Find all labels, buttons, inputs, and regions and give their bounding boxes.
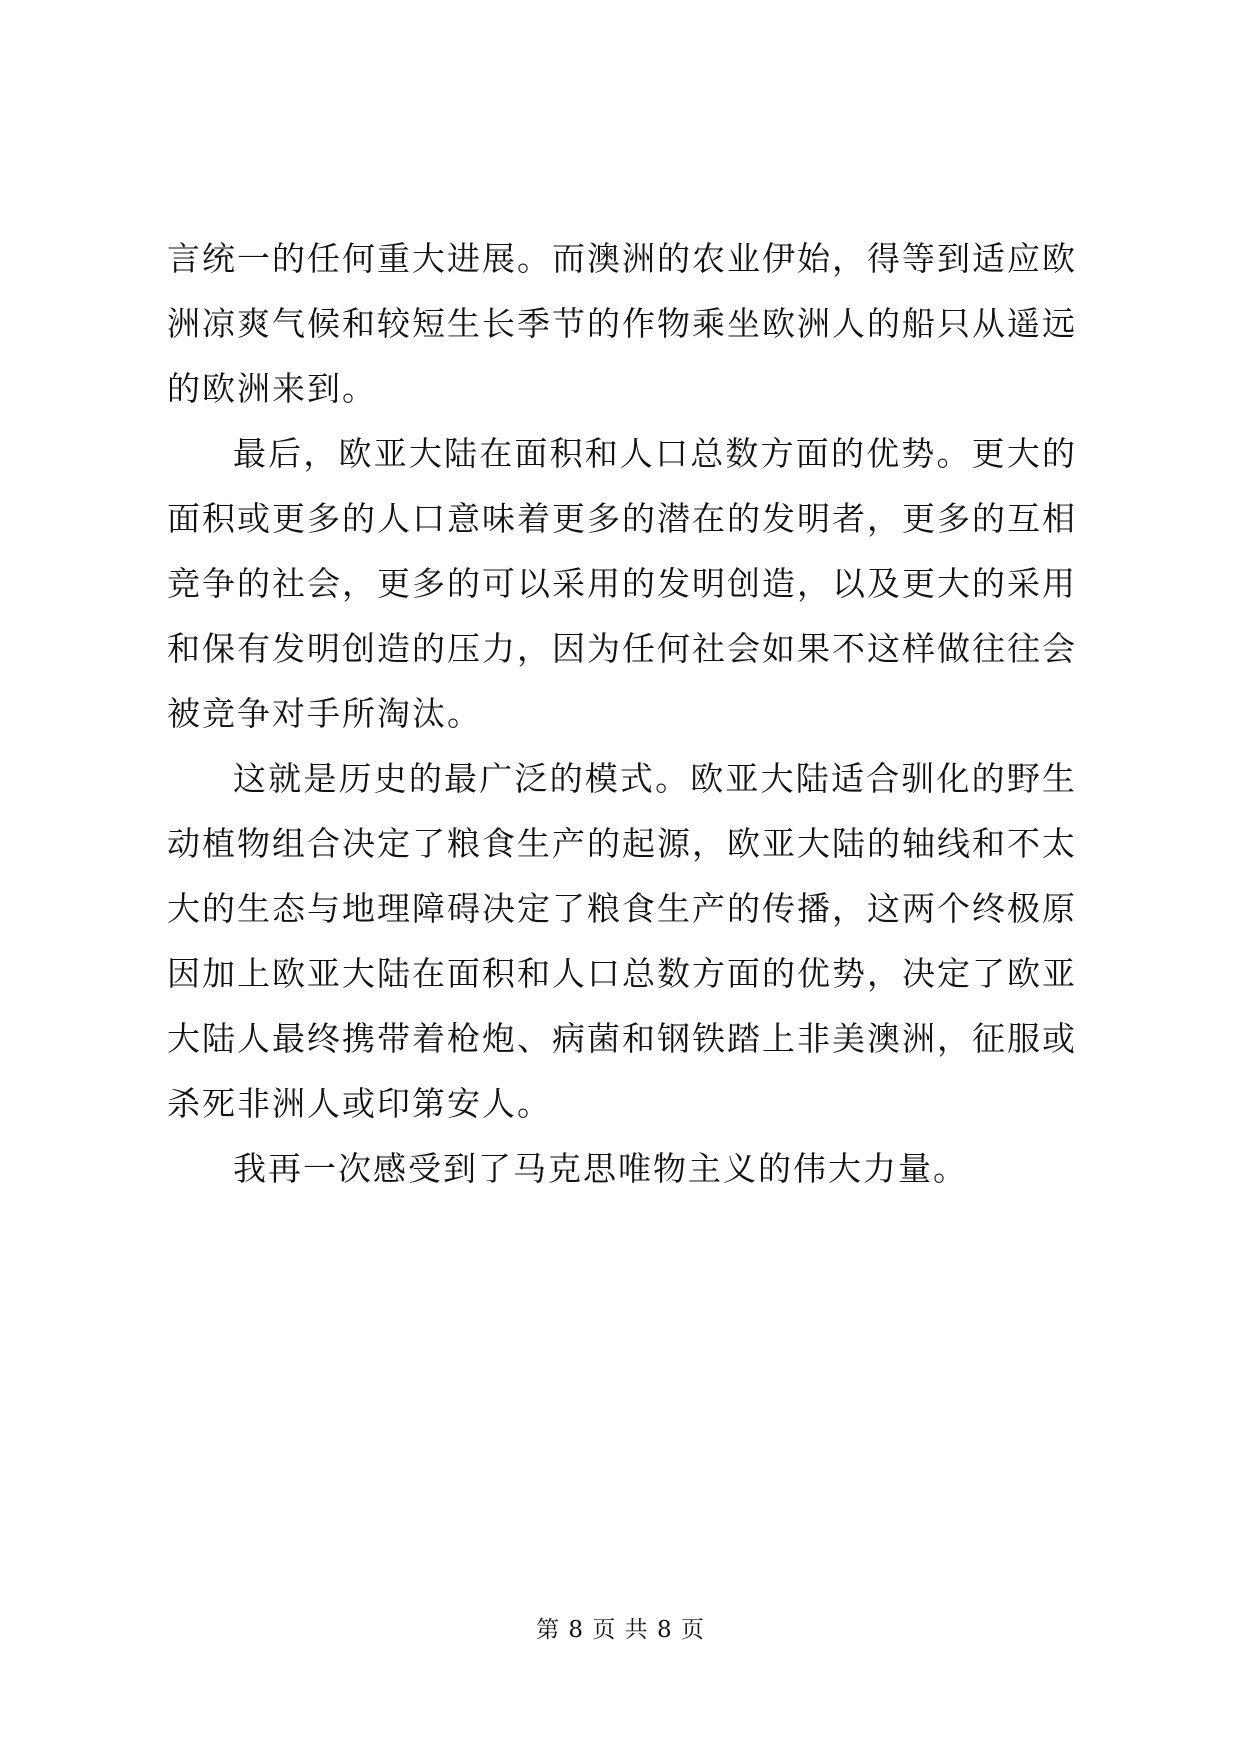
document-body — [167, 226, 1077, 1201]
paragraph-3: 这就是历史的最广泛的模式。欧亚大陆适合驯化的野生动植物组合决定了粮食生产的起源，欧亚大陆的轴线和不太大的生态与地理障碍决定了粮食生产的传播，这两个终极原因加上欧亚大陆在面积和人口总数方面的优势，决定了欧亚大陆人最终携带着枪炮、病菌和钢铁踏上非美澳洲，征服或杀死非洲人或印第安人。 — [167, 759, 1077, 1123]
paragraph-4: 我再一次感受到了马克思唯物主义的伟大力量。 — [233, 1149, 968, 1188]
page-number-footer: 第 8 页 共 8 页 — [536, 1617, 705, 1643]
paragraph-2: 最后，欧亚大陆在面积和人口总数方面的优势。更大的面积或更多的人口意味着更多的潜在的发明者，更多的互相竞争的社会，更多的可以采用的发明创造，以及更大的采用和保有发明创造的压力，因为任何社会如果不这样做往往会被竞争对手所淘汰。 — [167, 434, 1077, 733]
paragraph-1: 言统一的任何重大进展。而澳洲的农业伊始，得等到适应欧洲凉爽气候和较短生长季节的作物乘坐欧洲人的船只从遥远的欧洲来到。 — [167, 239, 1077, 408]
